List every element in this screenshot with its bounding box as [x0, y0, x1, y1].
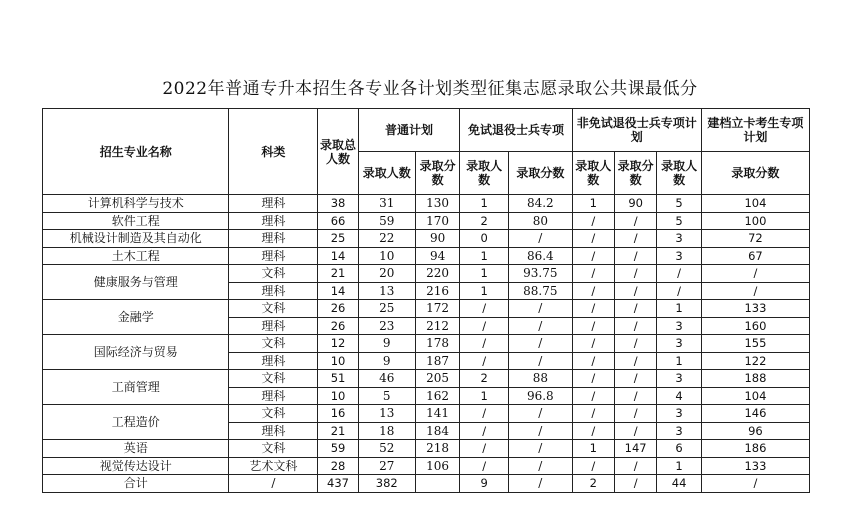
cell-nonexempt-score: / [614, 212, 656, 230]
table-body [43, 195, 810, 493]
cell-total: 38 [318, 195, 358, 213]
cell-archive-count: 5 [657, 195, 702, 213]
cell-exempt-score: / [509, 457, 573, 475]
cell-major: 健康服务与管理 [43, 265, 229, 300]
cell-total: 10 [318, 387, 358, 405]
cell-general-count: 18 [358, 422, 415, 440]
cell-archive-count: 3 [657, 422, 702, 440]
cell-category: 理科 [229, 422, 318, 440]
cell-major: 机械设计制造及其自动化 [43, 230, 229, 248]
cell-archive-score: 100 [701, 212, 809, 230]
cell-archive-score: 67 [701, 247, 809, 265]
cell-exempt-count: 1 [460, 387, 509, 405]
cell-total: 59 [318, 440, 358, 458]
cell-nonexempt-count: 1 [572, 440, 614, 458]
cell-general-count: 25 [358, 300, 415, 318]
header-exempt-score: 录取分数 [509, 152, 573, 195]
header-general-count: 录取人数 [358, 152, 415, 195]
cell-exempt-count: / [460, 422, 509, 440]
cell-archive-score: 186 [701, 440, 809, 458]
cell-exempt-score: 86.4 [509, 247, 573, 265]
table-row [43, 195, 810, 213]
total-row [43, 475, 810, 493]
cell-archive-score: 155 [701, 335, 809, 353]
page-title: 2022年普通专升本招生各专业各计划类型征集志愿录取公共课最低分 [162, 79, 698, 99]
cell-total: 14 [318, 247, 358, 265]
cell-general-count: 10 [358, 247, 415, 265]
cell-archive-score: 104 [701, 195, 809, 213]
cell-general-score: 130 [415, 195, 460, 213]
cell-exempt-score: / [509, 317, 573, 335]
cell-general-count: 9 [358, 335, 415, 353]
cell-exempt-score: 84.2 [509, 195, 573, 213]
cell-archive-score: / [701, 265, 809, 283]
cell-total-label: 合计 [43, 475, 229, 493]
cell-major: 视觉传达设计 [43, 457, 229, 475]
cell-total-general-score [415, 475, 460, 493]
cell-exempt-score: 80 [509, 212, 573, 230]
cell-exempt-score: / [509, 335, 573, 353]
cell-archive-score: 146 [701, 405, 809, 423]
cell-total-general-count: 382 [358, 475, 415, 493]
cell-nonexempt-count: / [572, 457, 614, 475]
cell-total: 26 [318, 317, 358, 335]
cell-total-archive-count: 44 [657, 475, 702, 493]
table-row [43, 370, 810, 388]
cell-total: 25 [318, 230, 358, 248]
cell-nonexempt-count: / [572, 300, 614, 318]
cell-general-count: 13 [358, 405, 415, 423]
cell-nonexempt-score: / [614, 335, 656, 353]
cell-general-score: 212 [415, 317, 460, 335]
cell-general-score: 162 [415, 387, 460, 405]
cell-general-score: 205 [415, 370, 460, 388]
cell-category: 理科 [229, 282, 318, 300]
cell-exempt-count: 1 [460, 282, 509, 300]
cell-category: 理科 [229, 212, 318, 230]
cell-category: 文科 [229, 265, 318, 283]
cell-nonexempt-count: / [572, 282, 614, 300]
cell-total: 10 [318, 352, 358, 370]
cell-total: 16 [318, 405, 358, 423]
header-exempt-veteran: 免试退役士兵专项 [460, 109, 572, 152]
cell-category: 理科 [229, 317, 318, 335]
cell-archive-count: 3 [657, 335, 702, 353]
table-row [43, 212, 810, 230]
cell-total-total: 437 [318, 475, 358, 493]
cell-archive-count: 3 [657, 405, 702, 423]
cell-general-count: 27 [358, 457, 415, 475]
header-archive-plan: 建档立卡考生专项计划 [701, 109, 809, 152]
cell-general-score: 94 [415, 247, 460, 265]
cell-nonexempt-score: / [614, 405, 656, 423]
cell-nonexempt-score: / [614, 317, 656, 335]
cell-category: 文科 [229, 370, 318, 388]
cell-nonexempt-count: / [572, 422, 614, 440]
cell-nonexempt-count: / [572, 335, 614, 353]
cell-nonexempt-score: / [614, 457, 656, 475]
cell-exempt-count: 2 [460, 212, 509, 230]
cell-nonexempt-count: / [572, 230, 614, 248]
cell-exempt-score: / [509, 300, 573, 318]
cell-archive-score: 72 [701, 230, 809, 248]
cell-archive-count: 5 [657, 212, 702, 230]
header-archive-score: 录取分数 [701, 152, 809, 195]
table-row [43, 457, 810, 475]
cell-category: 理科 [229, 387, 318, 405]
cell-archive-count: 3 [657, 370, 702, 388]
cell-major: 国际经济与贸易 [43, 335, 229, 370]
cell-general-score: 187 [415, 352, 460, 370]
table-row [43, 230, 810, 248]
cell-archive-count: 1 [657, 457, 702, 475]
cell-archive-score: / [701, 282, 809, 300]
cell-nonexempt-count: / [572, 405, 614, 423]
cell-general-count: 22 [358, 230, 415, 248]
cell-exempt-count: / [460, 457, 509, 475]
header-general-plan: 普通计划 [358, 109, 460, 152]
cell-archive-count: 6 [657, 440, 702, 458]
cell-general-score: 172 [415, 300, 460, 318]
cell-exempt-score: 93.75 [509, 265, 573, 283]
cell-exempt-count: 1 [460, 195, 509, 213]
cell-total: 51 [318, 370, 358, 388]
cell-nonexempt-score: / [614, 282, 656, 300]
cell-archive-count: / [657, 282, 702, 300]
cell-nonexempt-score: / [614, 352, 656, 370]
cell-general-count: 23 [358, 317, 415, 335]
cell-category: 理科 [229, 352, 318, 370]
cell-major: 金融学 [43, 300, 229, 335]
header-nonexempt-count: 录取人数 [572, 152, 614, 195]
admission-score-table [42, 108, 810, 493]
cell-nonexempt-count: / [572, 352, 614, 370]
cell-exempt-score: / [509, 422, 573, 440]
cell-exempt-score: / [509, 440, 573, 458]
cell-archive-count: 1 [657, 352, 702, 370]
cell-archive-score: 160 [701, 317, 809, 335]
cell-exempt-score: 88 [509, 370, 573, 388]
header-nonexempt-veteran: 非免试退役士兵专项计划 [572, 109, 701, 152]
cell-archive-score: 133 [701, 300, 809, 318]
cell-general-score: 90 [415, 230, 460, 248]
cell-total: 28 [318, 457, 358, 475]
cell-total-archive-score: / [701, 475, 809, 493]
cell-archive-count: 4 [657, 387, 702, 405]
cell-archive-count: 3 [657, 317, 702, 335]
cell-general-score: 178 [415, 335, 460, 353]
cell-general-count: 46 [358, 370, 415, 388]
header-nonexempt-score: 录取分数 [614, 152, 656, 195]
cell-nonexempt-score: / [614, 247, 656, 265]
table-row [43, 335, 810, 353]
cell-archive-score: 133 [701, 457, 809, 475]
cell-general-score: 141 [415, 405, 460, 423]
cell-major: 英语 [43, 440, 229, 458]
cell-archive-count: / [657, 265, 702, 283]
cell-exempt-count: 0 [460, 230, 509, 248]
cell-general-count: 20 [358, 265, 415, 283]
cell-total-exempt-score: / [509, 475, 573, 493]
cell-general-count: 31 [358, 195, 415, 213]
cell-general-count: 59 [358, 212, 415, 230]
cell-category: 理科 [229, 195, 318, 213]
cell-exempt-count: 1 [460, 247, 509, 265]
cell-nonexempt-score: / [614, 300, 656, 318]
cell-general-score: 170 [415, 212, 460, 230]
cell-nonexempt-score: / [614, 265, 656, 283]
cell-category: 理科 [229, 247, 318, 265]
cell-major: 软件工程 [43, 212, 229, 230]
cell-nonexempt-count: / [572, 317, 614, 335]
cell-general-count: 5 [358, 387, 415, 405]
cell-major: 计算机科学与技术 [43, 195, 229, 213]
table-row [43, 440, 810, 458]
cell-total-exempt-count: 9 [460, 475, 509, 493]
cell-general-score: 220 [415, 265, 460, 283]
cell-general-score: 218 [415, 440, 460, 458]
cell-nonexempt-score: 147 [614, 440, 656, 458]
cell-exempt-score: / [509, 352, 573, 370]
cell-archive-count: 1 [657, 300, 702, 318]
cell-total-category: / [229, 475, 318, 493]
cell-category: 艺术文科 [229, 457, 318, 475]
table-row [43, 265, 810, 283]
cell-general-score: 216 [415, 282, 460, 300]
cell-general-count: 9 [358, 352, 415, 370]
cell-nonexempt-count: 1 [572, 195, 614, 213]
cell-total: 66 [318, 212, 358, 230]
cell-exempt-score: 88.75 [509, 282, 573, 300]
cell-exempt-count: / [460, 405, 509, 423]
cell-nonexempt-count: / [572, 265, 614, 283]
cell-category: 文科 [229, 300, 318, 318]
cell-exempt-score: / [509, 230, 573, 248]
cell-nonexempt-score: / [614, 370, 656, 388]
cell-total: 21 [318, 265, 358, 283]
header-major: 招生专业名称 [43, 109, 229, 195]
header-archive-count: 录取人数 [657, 152, 702, 195]
cell-exempt-score: / [509, 405, 573, 423]
cell-total-nonexempt-count: 2 [572, 475, 614, 493]
table-row [43, 405, 810, 423]
header-category: 科类 [229, 109, 318, 195]
cell-nonexempt-score: / [614, 422, 656, 440]
cell-archive-score: 188 [701, 370, 809, 388]
cell-exempt-count: / [460, 335, 509, 353]
cell-exempt-count: / [460, 317, 509, 335]
cell-archive-score: 96 [701, 422, 809, 440]
cell-archive-score: 104 [701, 387, 809, 405]
table-row [43, 300, 810, 318]
header-exempt-count: 录取人数 [460, 152, 509, 195]
cell-general-count: 52 [358, 440, 415, 458]
cell-nonexempt-score: / [614, 387, 656, 405]
header-total: 录取总人数 [318, 109, 358, 195]
cell-exempt-count: 1 [460, 265, 509, 283]
cell-category: 理科 [229, 230, 318, 248]
cell-general-score: 106 [415, 457, 460, 475]
cell-archive-count: 3 [657, 230, 702, 248]
cell-major: 工程造价 [43, 405, 229, 440]
cell-exempt-count: / [460, 352, 509, 370]
cell-nonexempt-count: / [572, 370, 614, 388]
cell-exempt-count: 2 [460, 370, 509, 388]
header-general-score: 录取分数 [415, 152, 460, 195]
cell-exempt-count: / [460, 300, 509, 318]
cell-general-score: 184 [415, 422, 460, 440]
cell-total: 12 [318, 335, 358, 353]
cell-category: 文科 [229, 335, 318, 353]
cell-nonexempt-count: / [572, 247, 614, 265]
cell-category: 文科 [229, 440, 318, 458]
cell-exempt-score: 96.8 [509, 387, 573, 405]
table-row [43, 247, 810, 265]
cell-total: 14 [318, 282, 358, 300]
cell-nonexempt-score: / [614, 230, 656, 248]
cell-total: 21 [318, 422, 358, 440]
cell-archive-count: 3 [657, 247, 702, 265]
cell-general-count: 13 [358, 282, 415, 300]
cell-nonexempt-count: / [572, 212, 614, 230]
cell-category: 文科 [229, 405, 318, 423]
cell-nonexempt-count: / [572, 387, 614, 405]
cell-total: 26 [318, 300, 358, 318]
cell-major: 工商管理 [43, 370, 229, 405]
cell-archive-score: 122 [701, 352, 809, 370]
cell-exempt-count: / [460, 440, 509, 458]
cell-nonexempt-score: 90 [614, 195, 656, 213]
cell-total-nonexempt-score: / [614, 475, 656, 493]
cell-major: 土木工程 [43, 247, 229, 265]
